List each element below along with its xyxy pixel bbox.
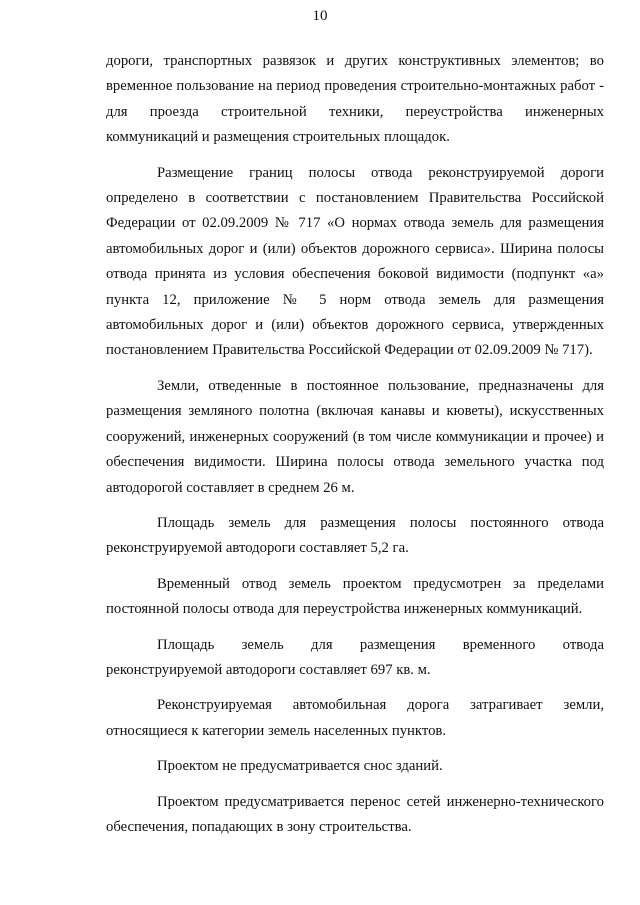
- paragraph-utility-relocation: Проектом предусматривается перенос сетей инженерно-технического обеспечения, попадающих в зону строительства.: [106, 793, 604, 835]
- paragraph-permanent-area: Площадь земель для размещения полосы постоянного отвода реконструируемой автодороги составляет 5,2 га.: [106, 514, 604, 557]
- paragraph-right-of-way-boundaries: Размещение границ полосы отвода реконструируемой дороги определено в соответствии с постановлением Правительства Российской Федерации от 02.09.2009 № 717 «О нормах отвода земель для размещения автомобильных дорог и (или) объектов дорожного сервиса». Ширина полосы отвода принята из условия обеспечения боковой видимости (подпункт «а» пункта 12, приложение № 5 норм отвода земель для размещения автомобильных дорог и (или) объектов дорожного сервиса, утвержденных постановлением Правительства Российской Федерации от 02.09.2009 № 717).: [106, 164, 604, 359]
- document-body: [106, 49, 604, 840]
- paragraph-temporary-area: Площадь земель для размещения временного отвода реконструируемой автодороги составляет 697 кв. м.: [106, 636, 604, 678]
- paragraph-land-category: Реконструируемая автомобильная дорога затрагивает земли, относящиеся к категории земель населенных пунктов.: [106, 697, 604, 739]
- paragraph-temporary-allocation: Временный отвод земель проектом предусмотрен за пределами постоянной полосы отвода для переустройства инженерных коммуникаций.: [106, 575, 604, 618]
- paragraph-land-use-continuation: дороги, транспортных развязок и других конструктивных элементов; во временное пользование на период проведения строительно-монтажных работ - для проезда строительной техники, переустройства инженерных коммуникаций и размещения строительных площадок.: [106, 53, 604, 146]
- paragraph-permanent-use-lands: Земли, отведенные в постоянное пользование, предназначены для размещения земляного полотна (включая канавы и кюветы), искусственных сооружений, инженерных сооружений (в том числе коммуникации и прочее) и обеспечения видимости. Ширина полосы отвода земельного участка под автодорогой составляет в среднем 26 м.: [106, 377, 604, 496]
- page-number: 10: [312, 8, 328, 24]
- paragraph-no-demolition: Проектом не предусматривается снос зданий.: [157, 758, 443, 775]
